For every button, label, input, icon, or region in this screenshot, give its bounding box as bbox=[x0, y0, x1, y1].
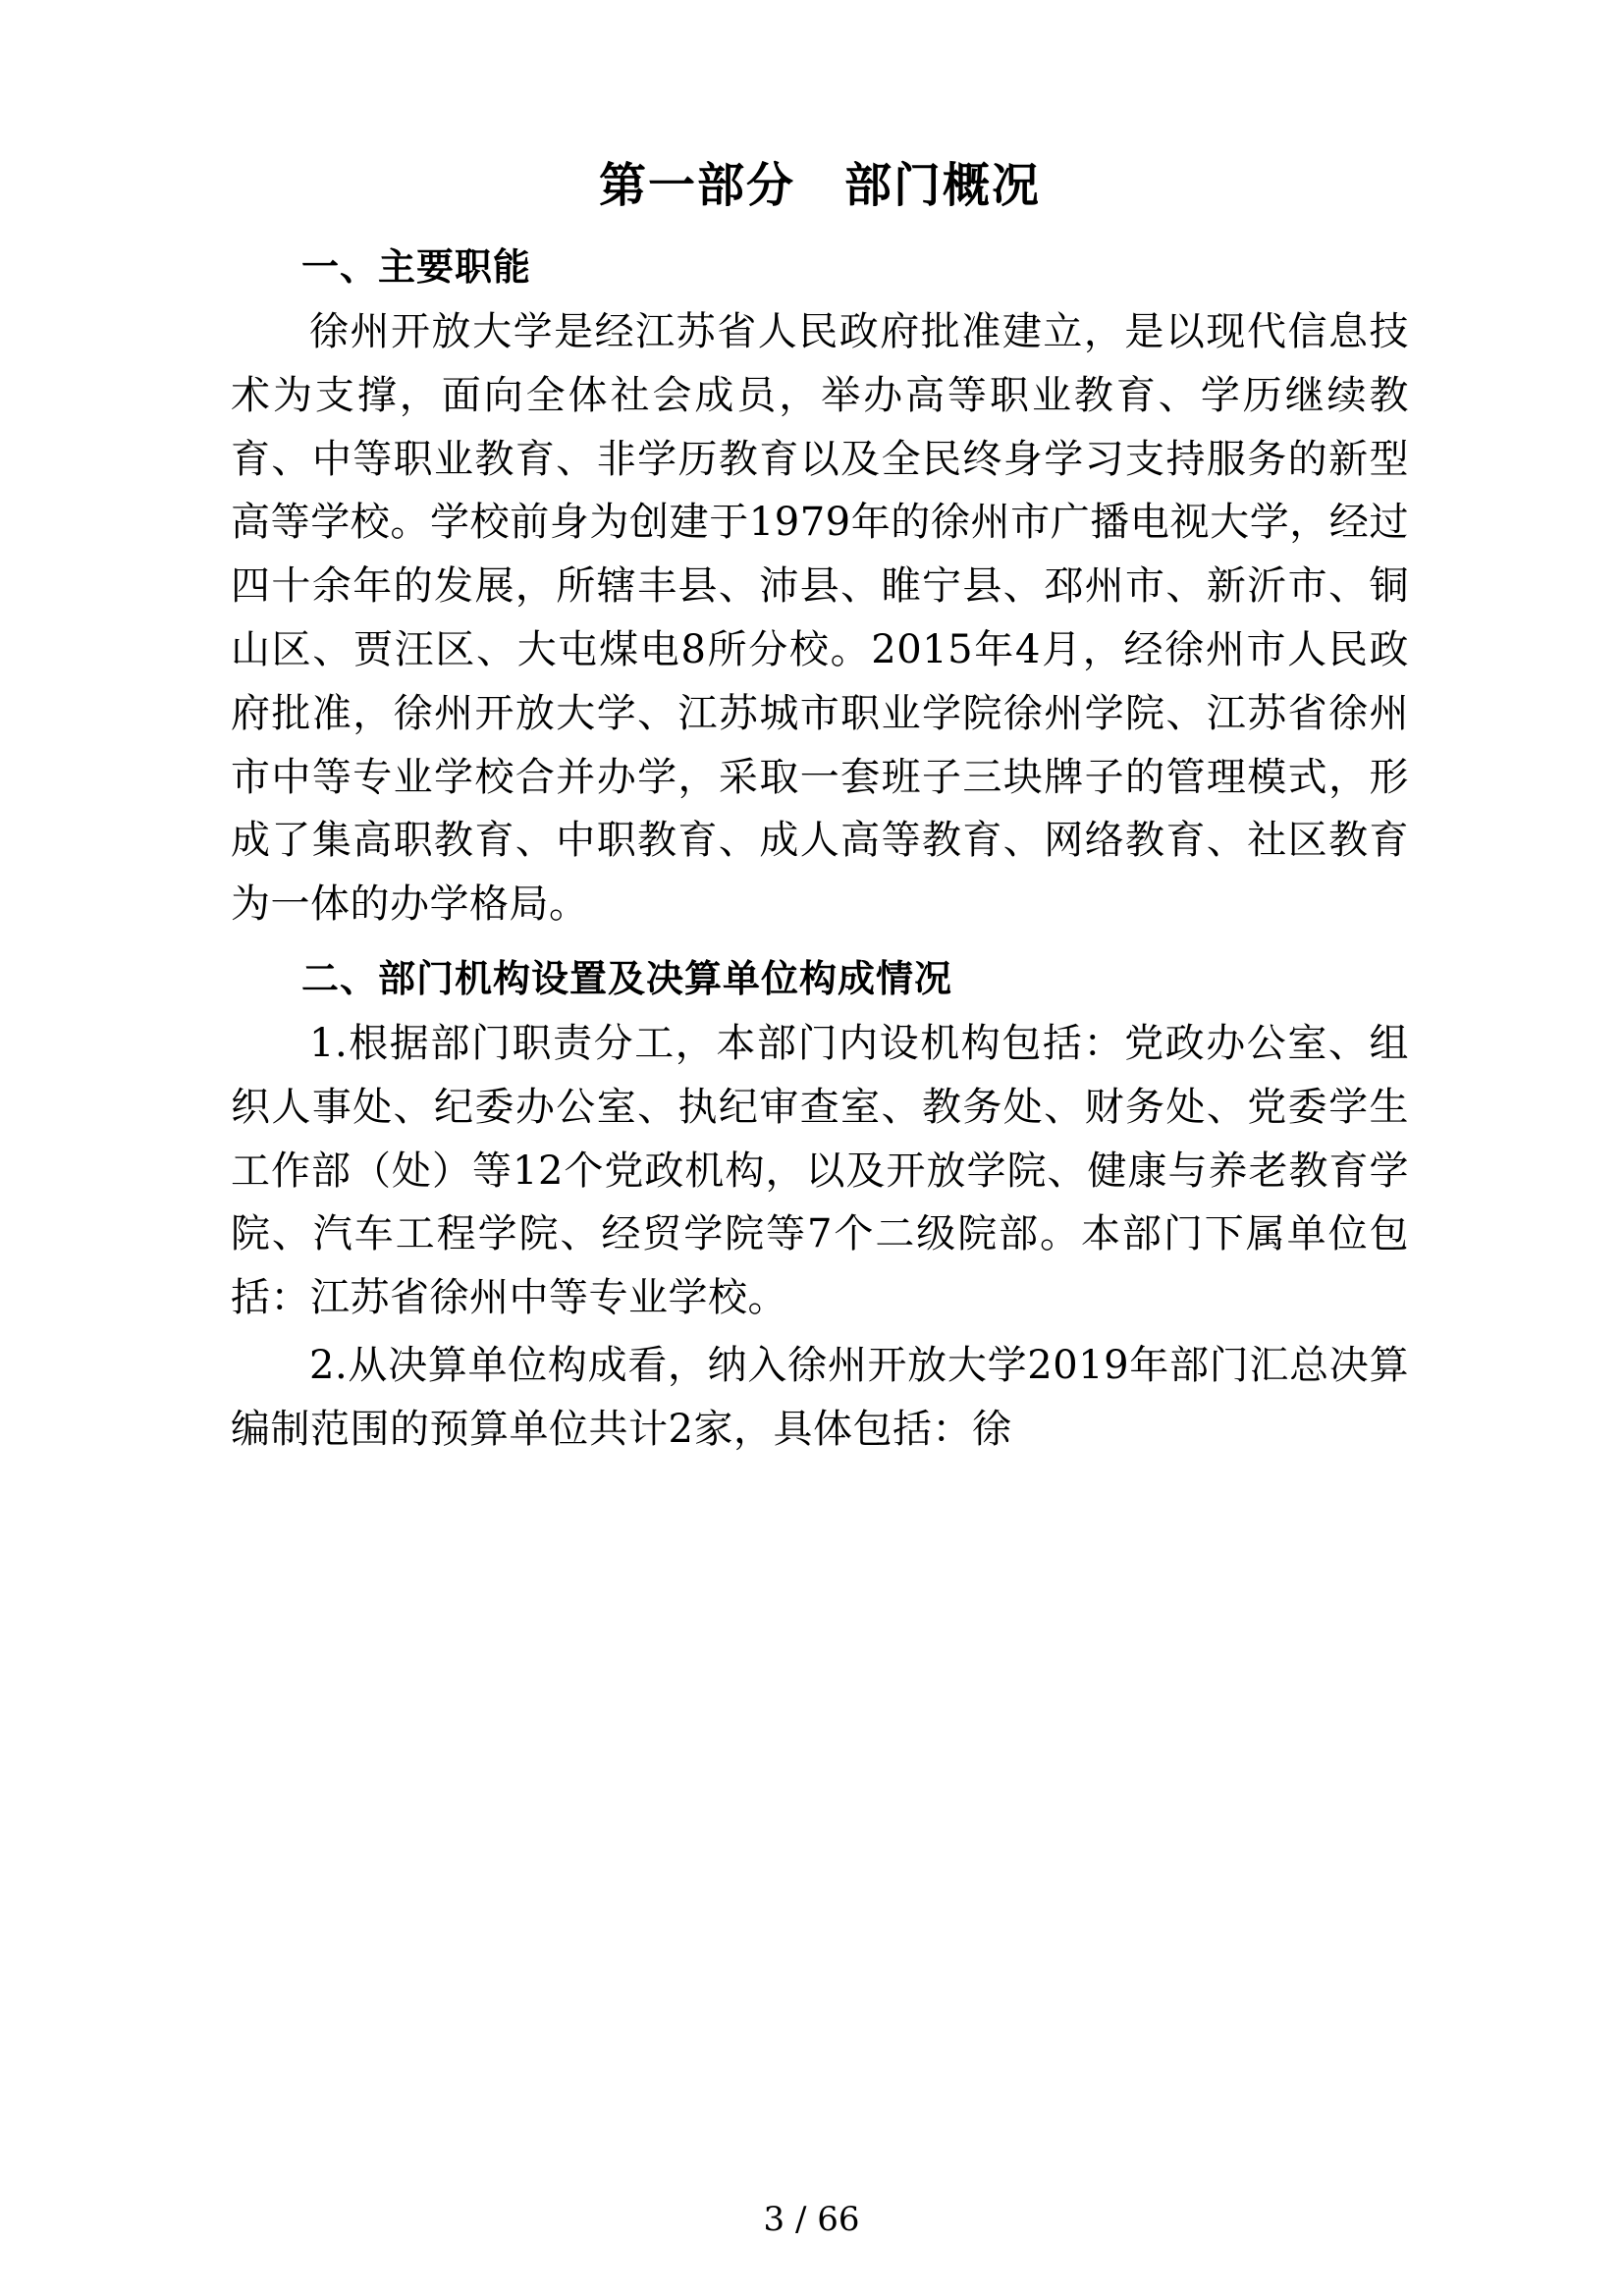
section-2-paragraph-1: 1.根据部门职责分工，本部门内设机构包括：党政办公室、组织人事处、纪委办公室、执纪审查室、教务处、财务处、党委学生工作部（处）等12个党政机构，以及开放学院、健康与养老教育学院、汽车工程学院、经贸学院等7个二级院部。本部门下属单位包括：江苏省徐州中等专业学校。 bbox=[231, 1020, 1409, 1321]
page-content bbox=[231, 147, 1409, 1466]
section-1-paragraph-1: 徐州开放大学是经江苏省人民政府批准建立，是以现代信息技术为支撑，面向全体社会成员，举办高等职业教育、学历继续教育、中等职业教育、非学历教育以及全民终身学习支持服务的新型高等学校。学校前身为创建于1979年的徐州市广播电视大学，经过四十余年的发展，所辖丰县、沛县、睢宁县、邳州市、新沂市、铜山区、贾汪区、大屯煤电8所分校。2015年4月，经徐州市人民政府批准，徐州开放大学、江苏城市职业学院徐州学院、江苏省徐州市中等专业学校合并办学，采取一套班子三块牌子的管理模式，形成了集高职教育、中职教育、成人高等教育、网络教育、社区教育为一体的办学格局。 bbox=[231, 309, 1409, 928]
page-number: 3 / 66 bbox=[763, 2200, 860, 2239]
section-heading-1: 一、主要职能 bbox=[301, 245, 532, 289]
section-heading-2: 二、部门机构设置及决算单位构成情况 bbox=[301, 956, 953, 1000]
section-2-paragraph-2: 2.从决算单位构成看，纳入徐州开放大学2019年部门汇总决算编制范围的预算单位共计2家，具体包括：徐 bbox=[231, 1342, 1409, 1452]
page-title: 第一部分 部门概况 bbox=[598, 158, 1041, 213]
